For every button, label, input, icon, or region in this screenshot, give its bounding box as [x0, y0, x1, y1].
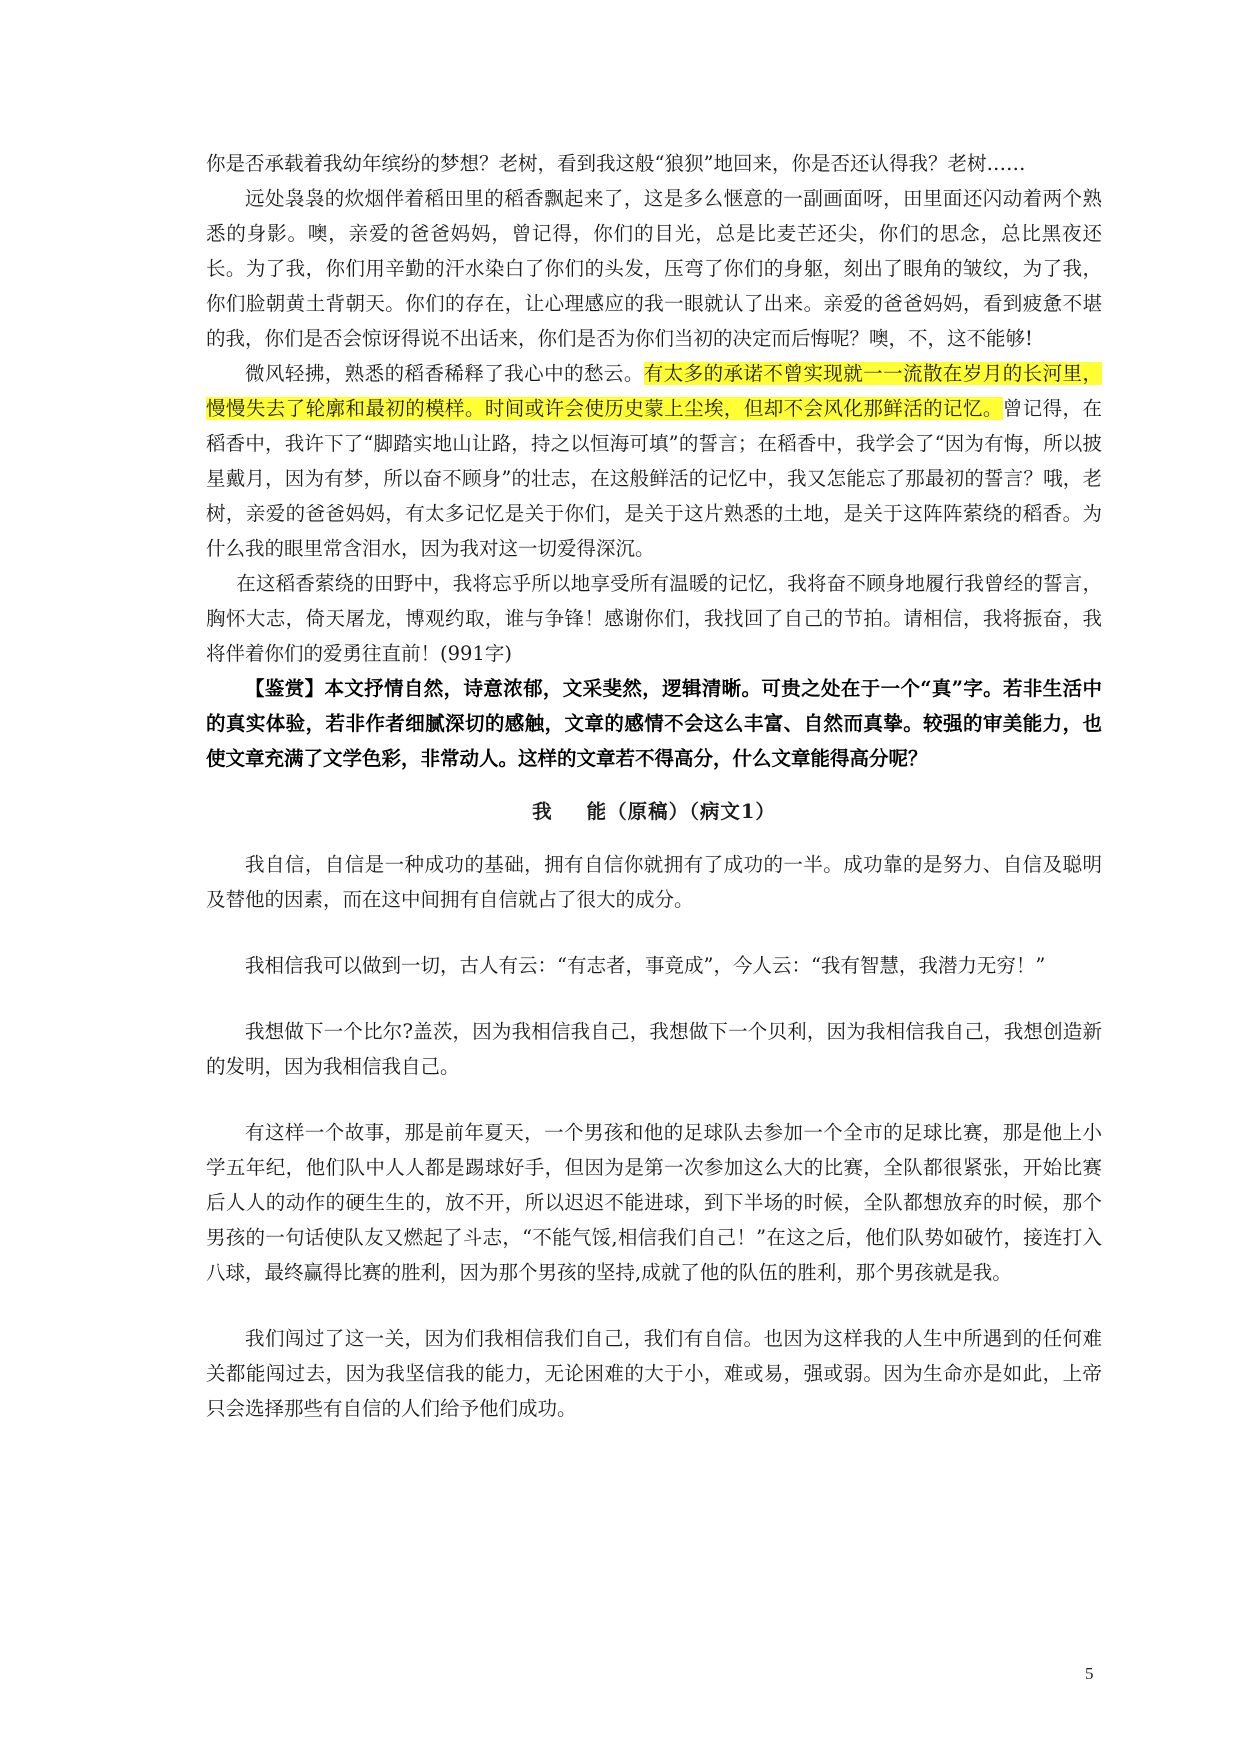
- original-draft-body: [206, 847, 1102, 1426]
- draft-paragraph: 我相信我可以做到一切，古人有云：“有志者，事竟成”，今人云：“我有智慧，我潜力无穷！”: [245, 954, 1046, 977]
- essay-title: [206, 794, 1102, 829]
- essay-paragraph: 你是否承载着我幼年缤纷的梦想？老树，看到我这般“狼狈”地回来，你是否还认得我？老树……: [206, 152, 1026, 175]
- draft-paragraph: 有这样一个故事，那是前年夏天，一个男孩和他的足球队去参加一个全市的足球比赛，那是他上小学五年纪，他们队中人人都是踢球好手，但因为是第一次参加这么大的比赛，全队都很紧张，开始比赛后人人的动作的硬生生的，放不开，所以迟迟不能进球，到下半场的时候，全队都想放弃的时候，那个男孩的一句话使队友又燃起了斗志，“不能气馁,相信我们自己！”在这之后，他们队势如破竹，接连打入八球，最终赢得比赛的胜利，因为那个男孩的坚持,成就了他的队伍的胜利，那个男孩就是我。: [206, 1121, 1102, 1284]
- title-part: 能（原稿）（病文1）: [586, 800, 776, 823]
- appreciation-comment: 【鉴赏】本文抒情自然，诗意浓郁，文采斐然，逻辑清晰。可贵之处在于一个“真”字。若非生活中的真实体验，若非作者细腻深切的感触，文章的感情不会这么丰富、自然而真挚。较强的审美能力，也使文章充满了文学色彩，非常动人。这样的文章若不得高分，什么文章能得高分呢？: [206, 677, 1102, 770]
- essay-paragraph-highlighted: [206, 356, 1102, 566]
- draft-paragraph: 我想做下一个比尔?盖茨，因为我相信我自己，我想做下一个贝利，因为我相信我自己，我想创造新的发明，因为我相信我自己。: [206, 1020, 1102, 1078]
- page-content: [206, 146, 1102, 1426]
- paragraph-text: 曾记得，在稻香中，我许下了“脚踏实地山让路，持之以恒海可填”的誓言；在稻香中，我学会了“因为有悔，所以披星戴月，因为有梦，所以奋不顾身”的壮志，在这般鲜活的记忆中，我又怎能忘了那最初的誓言？哦，老树，亲爱的爸爸妈妈，有太多记忆是关于你们，是关于这片熟悉的土地，是关于这阵阵萦绕的稻香。为什么我的眼里常含泪水，因为我对这一切爱得深沉。: [206, 397, 1102, 560]
- title-part: 我: [532, 800, 553, 823]
- highlighted-text: 有太多的承诺不曾实现就一一流散在岁月的长河里，慢慢失去了轮廓和最初的模样。时间或许会使历史蒙上尘埃，但却不会风化那鲜活的记忆。: [206, 362, 1102, 420]
- paragraph-text: 微风轻拂，熟悉的稻香稀释了我心中的愁云。: [245, 362, 644, 385]
- page-number: 5: [1085, 1664, 1094, 1683]
- draft-paragraph: 我们闯过了这一关，因为们我相信我们自己，我们有自信。也因为这样我的人生中所遇到的任何难关都能闯过去，因为我坚信我的能力，无论困难的大于小，难或易，强或弱。因为生命亦是如此，上帝只会选择那些有自信的人们给予他们成功。: [206, 1327, 1102, 1420]
- draft-paragraph: 我自信，自信是一种成功的基础，拥有自信你就拥有了成功的一半。成功靠的是努力、自信及聪明及替他的因素，而在这中间拥有自信就占了很大的成分。: [206, 853, 1102, 911]
- essay-paragraph: 在这稻香萦绕的田野中，我将忘乎所以地享受所有温暖的记忆，我将奋不顾身地履行我曾经的誓言，胸怀大志，倚天屠龙，博观约取，谁与争锋！感谢你们，我找回了自己的节拍。请相信，我将振奋，我将伴着你们的爱勇往直前！(991字): [206, 572, 1102, 665]
- essay-paragraph: 远处袅袅的炊烟伴着稻田里的稻香飘起来了，这是多么惬意的一副画面呀，田里面还闪动着两个熟悉的身影。噢，亲爱的爸爸妈妈，曾记得，你们的目光，总是比麦芒还尖，你们的思念，总比黑夜还长。为了我，你们用辛勤的汗水染白了你们的头发，压弯了你们的身躯，刻出了眼角的皱纹，为了我，你们脸朝黄土背朝天。你们的存在，让心理感应的我一眼就认了出来。亲爱的爸爸妈妈，看到疲惫不堪的我，你们是否会惊讶得说不出话来，你们是否为你们当初的决定而后悔呢？噢，不，这不能够!: [206, 187, 1102, 350]
